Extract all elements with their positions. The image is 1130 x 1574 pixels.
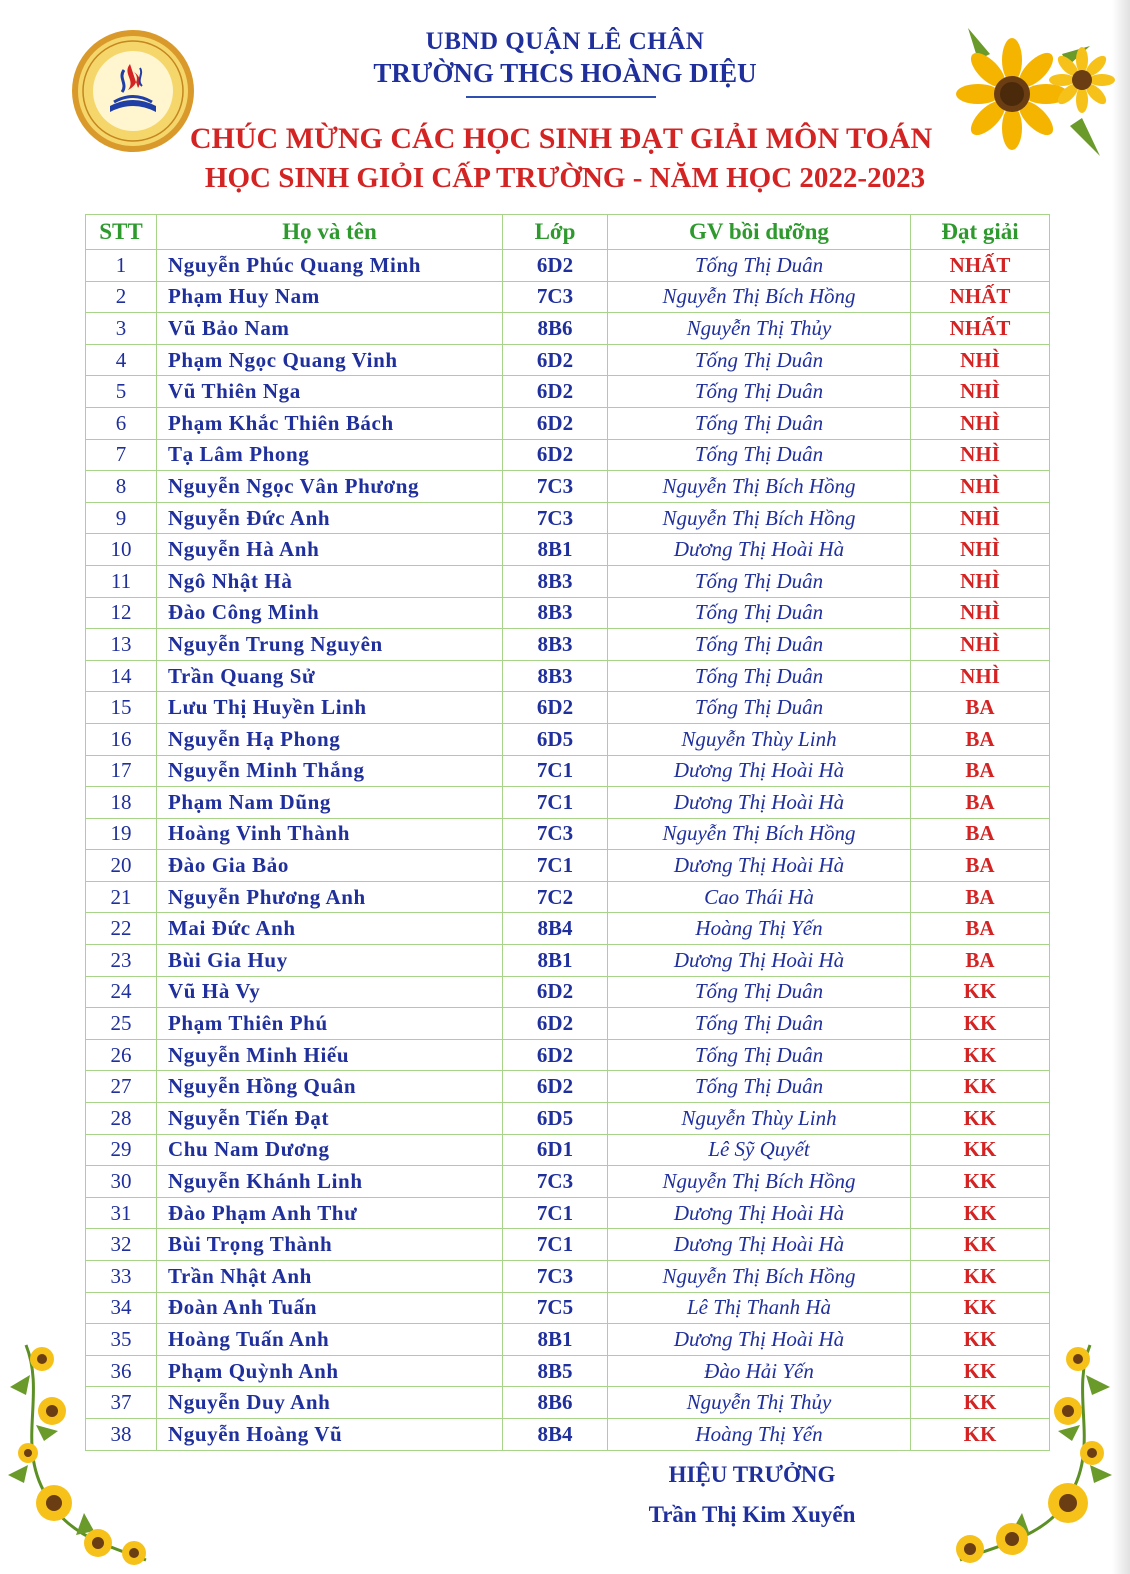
- cell-student-name: Đào Phạm Anh Thư: [157, 1197, 503, 1229]
- table-row: [86, 850, 1050, 882]
- table-row: [86, 945, 1050, 977]
- cell-award: BA: [911, 945, 1050, 977]
- cell-class: 8B6: [503, 1387, 608, 1419]
- cell-class: 6D1: [503, 1134, 608, 1166]
- cell-class: 8B3: [503, 660, 608, 692]
- cell-student-name: Nguyễn Phúc Quang Minh: [157, 250, 503, 282]
- sunflower-bouquet-icon: [950, 6, 1120, 176]
- cell-stt: 2: [86, 281, 157, 313]
- cell-student-name: Nguyễn Hà Anh: [157, 534, 503, 566]
- awards-table-body: [86, 250, 1050, 1451]
- cell-class: 6D5: [503, 723, 608, 755]
- cell-student-name: Nguyễn Phương Anh: [157, 881, 503, 913]
- cell-teacher: Nguyễn Thị Bích Hồng: [608, 1166, 911, 1198]
- table-row: [86, 376, 1050, 408]
- cell-stt: 17: [86, 755, 157, 787]
- cell-award: KK: [911, 976, 1050, 1008]
- table-row: [86, 565, 1050, 597]
- cell-award: NHẤT: [911, 313, 1050, 345]
- cell-student-name: Nguyễn Ngọc Vân Phương: [157, 471, 503, 503]
- cell-student-name: Nguyễn Minh Hiếu: [157, 1039, 503, 1071]
- table-row: [86, 755, 1050, 787]
- cell-student-name: Nguyễn Khánh Linh: [157, 1166, 503, 1198]
- cell-class: 7C1: [503, 787, 608, 819]
- table-row: [86, 250, 1050, 282]
- table-row: [86, 1103, 1050, 1135]
- table-row: [86, 1418, 1050, 1450]
- cell-class: 8B3: [503, 597, 608, 629]
- signature-name: Trần Thị Kim Xuyến: [648, 1502, 856, 1527]
- cell-stt: 19: [86, 818, 157, 850]
- cell-student-name: Phạm Thiên Phú: [157, 1008, 503, 1040]
- cell-student-name: Chu Nam Dương: [157, 1134, 503, 1166]
- table-row: [86, 1166, 1050, 1198]
- table-row: [86, 597, 1050, 629]
- cell-stt: 8: [86, 471, 157, 503]
- cell-student-name: Hoàng Tuấn Anh: [157, 1324, 503, 1356]
- cell-teacher: Lê Sỹ Quyết: [608, 1134, 911, 1166]
- table-header-row: [86, 215, 1050, 250]
- cell-teacher: Tống Thị Duân: [608, 344, 911, 376]
- cell-student-name: Hoàng Vinh Thành: [157, 818, 503, 850]
- cell-stt: 6: [86, 407, 157, 439]
- cell-student-name: Lưu Thị Huyền Linh: [157, 692, 503, 724]
- cell-class: 7C3: [503, 1261, 608, 1293]
- column-header-teacher: GV bồi dưỡng: [608, 215, 911, 250]
- signature-title: HIỆU TRƯỞNG: [668, 1462, 836, 1487]
- cell-award: NHÌ: [911, 376, 1050, 408]
- cell-award: BA: [911, 692, 1050, 724]
- cell-award: BA: [911, 787, 1050, 819]
- cell-class: 7C1: [503, 850, 608, 882]
- table-row: [86, 344, 1050, 376]
- school-name: TRƯỜNG THCS HOÀNG DIỆU: [373, 58, 757, 88]
- cell-stt: 36: [86, 1355, 157, 1387]
- cell-award: KK: [911, 1324, 1050, 1356]
- cell-stt: 37: [86, 1387, 157, 1419]
- cell-class: 7C5: [503, 1292, 608, 1324]
- cell-student-name: Tạ Lâm Phong: [157, 439, 503, 471]
- cell-teacher: Dương Thị Hoài Hà: [608, 1229, 911, 1261]
- cell-award: NHÌ: [911, 471, 1050, 503]
- cell-teacher: Dương Thị Hoài Hà: [608, 945, 911, 977]
- cell-stt: 14: [86, 660, 157, 692]
- cell-stt: 11: [86, 565, 157, 597]
- cell-teacher: Tống Thị Duân: [608, 597, 911, 629]
- cell-stt: 3: [86, 313, 157, 345]
- announcement-title: CHÚC MỪNG CÁC HỌC SINH ĐẠT GIẢI MÔN TOÁN: [189, 122, 933, 155]
- cell-student-name: Nguyễn Hồng Quân: [157, 1071, 503, 1103]
- cell-teacher: Dương Thị Hoài Hà: [608, 1197, 911, 1229]
- table-row: [86, 1008, 1050, 1040]
- table-row: [86, 660, 1050, 692]
- cell-stt: 23: [86, 945, 157, 977]
- cell-student-name: Nguyễn Minh Thắng: [157, 755, 503, 787]
- cell-class: 6D2: [503, 692, 608, 724]
- cell-award: KK: [911, 1071, 1050, 1103]
- cell-award: NHẤT: [911, 250, 1050, 282]
- awards-table: [85, 214, 1050, 1451]
- table-row: [86, 692, 1050, 724]
- cell-award: KK: [911, 1387, 1050, 1419]
- cell-award: NHÌ: [911, 407, 1050, 439]
- column-header-name: Họ và tên: [157, 215, 503, 250]
- cell-student-name: Đào Công Minh: [157, 597, 503, 629]
- cell-student-name: Phạm Khắc Thiên Bách: [157, 407, 503, 439]
- cell-student-name: Bùi Trọng Thành: [157, 1229, 503, 1261]
- cell-award: KK: [911, 1197, 1050, 1229]
- cell-teacher: Tống Thị Duân: [608, 660, 911, 692]
- cell-teacher: Nguyễn Thị Thủy: [608, 313, 911, 345]
- table-row: [86, 407, 1050, 439]
- sunflower-vine-icon: [6, 1335, 156, 1570]
- cell-teacher: Hoàng Thị Yến: [608, 1418, 911, 1450]
- cell-class: 8B1: [503, 534, 608, 566]
- cell-student-name: Nguyễn Duy Anh: [157, 1387, 503, 1419]
- cell-class: 7C1: [503, 755, 608, 787]
- cell-student-name: Đào Gia Bảo: [157, 850, 503, 882]
- cell-student-name: Mai Đức Anh: [157, 913, 503, 945]
- cell-class: 6D2: [503, 1039, 608, 1071]
- cell-award: NHẤT: [911, 281, 1050, 313]
- cell-student-name: Vũ Hà Vy: [157, 976, 503, 1008]
- announcement-subtitle: HỌC SINH GIỎI CẤP TRƯỜNG - NĂM HỌC 2022-2023: [204, 162, 926, 194]
- cell-class: 7C3: [503, 281, 608, 313]
- cell-stt: 26: [86, 1039, 157, 1071]
- cell-award: NHÌ: [911, 344, 1050, 376]
- cell-student-name: Nguyễn Trung Nguyên: [157, 629, 503, 661]
- cell-class: 7C2: [503, 881, 608, 913]
- cell-award: NHÌ: [911, 502, 1050, 534]
- cell-award: NHÌ: [911, 597, 1050, 629]
- cell-award: KK: [911, 1229, 1050, 1261]
- cell-stt: 1: [86, 250, 157, 282]
- cell-class: 7C3: [503, 502, 608, 534]
- cell-class: 8B6: [503, 313, 608, 345]
- table-row: [86, 1134, 1050, 1166]
- cell-stt: 30: [86, 1166, 157, 1198]
- cell-teacher: Tống Thị Duân: [608, 407, 911, 439]
- table-row: [86, 502, 1050, 534]
- cell-teacher: Dương Thị Hoài Hà: [608, 787, 911, 819]
- cell-stt: 29: [86, 1134, 157, 1166]
- cell-teacher: Tống Thị Duân: [608, 250, 911, 282]
- cell-award: NHÌ: [911, 565, 1050, 597]
- cell-stt: 27: [86, 1071, 157, 1103]
- cell-teacher: Tống Thị Duân: [608, 1008, 911, 1040]
- table-row: [86, 881, 1050, 913]
- cell-award: KK: [911, 1261, 1050, 1293]
- cell-teacher: Cao Thái Hà: [608, 881, 911, 913]
- cell-stt: 28: [86, 1103, 157, 1135]
- cell-student-name: Đoàn Anh Tuấn: [157, 1292, 503, 1324]
- cell-stt: 18: [86, 787, 157, 819]
- cell-teacher: Nguyễn Thị Thủy: [608, 1387, 911, 1419]
- table-row: [86, 629, 1050, 661]
- cell-stt: 22: [86, 913, 157, 945]
- cell-teacher: Nguyễn Thị Bích Hồng: [608, 502, 911, 534]
- cell-teacher: Nguyễn Thị Bích Hồng: [608, 281, 911, 313]
- cell-class: 7C1: [503, 1197, 608, 1229]
- cell-student-name: Nguyễn Đức Anh: [157, 502, 503, 534]
- cell-stt: 33: [86, 1261, 157, 1293]
- cell-stt: 38: [86, 1418, 157, 1450]
- cell-student-name: Ngô Nhật Hà: [157, 565, 503, 597]
- cell-class: 6D2: [503, 376, 608, 408]
- cell-award: BA: [911, 755, 1050, 787]
- cell-class: 8B3: [503, 565, 608, 597]
- table-row: [86, 818, 1050, 850]
- cell-stt: 32: [86, 1229, 157, 1261]
- cell-teacher: Nguyễn Thùy Linh: [608, 1103, 911, 1135]
- cell-teacher: Tống Thị Duân: [608, 376, 911, 408]
- cell-award: BA: [911, 818, 1050, 850]
- cell-student-name: Trần Quang Sử: [157, 660, 503, 692]
- table-row: [86, 1355, 1050, 1387]
- cell-stt: 5: [86, 376, 157, 408]
- cell-class: 6D2: [503, 439, 608, 471]
- cell-class: 6D2: [503, 976, 608, 1008]
- column-header-class: Lớp: [503, 215, 608, 250]
- cell-award: NHÌ: [911, 534, 1050, 566]
- table-row: [86, 534, 1050, 566]
- table-row: [86, 313, 1050, 345]
- cell-class: 6D2: [503, 407, 608, 439]
- cell-class: 7C3: [503, 818, 608, 850]
- cell-stt: 16: [86, 723, 157, 755]
- cell-teacher: Tống Thị Duân: [608, 976, 911, 1008]
- cell-teacher: Tống Thị Duân: [608, 692, 911, 724]
- cell-stt: 9: [86, 502, 157, 534]
- table-row: [86, 913, 1050, 945]
- cell-teacher: Tống Thị Duân: [608, 1039, 911, 1071]
- cell-stt: 25: [86, 1008, 157, 1040]
- cell-stt: 4: [86, 344, 157, 376]
- cell-stt: 31: [86, 1197, 157, 1229]
- cell-teacher: Dương Thị Hoài Hà: [608, 1324, 911, 1356]
- cell-class: 6D5: [503, 1103, 608, 1135]
- cell-award: KK: [911, 1134, 1050, 1166]
- cell-student-name: Phạm Ngọc Quang Vinh: [157, 344, 503, 376]
- cell-teacher: Nguyễn Thị Bích Hồng: [608, 1261, 911, 1293]
- cell-award: KK: [911, 1418, 1050, 1450]
- cell-teacher: Đào Hải Yến: [608, 1355, 911, 1387]
- cell-stt: 7: [86, 439, 157, 471]
- cell-stt: 34: [86, 1292, 157, 1324]
- cell-award: KK: [911, 1355, 1050, 1387]
- cell-award: NHÌ: [911, 660, 1050, 692]
- sunflower-vine-icon: [940, 1335, 1115, 1570]
- cell-teacher: Tống Thị Duân: [608, 629, 911, 661]
- cell-award: NHÌ: [911, 629, 1050, 661]
- column-header-stt: STT: [86, 215, 157, 250]
- cell-student-name: Phạm Huy Nam: [157, 281, 503, 313]
- cell-award: KK: [911, 1039, 1050, 1071]
- cell-class: 7C3: [503, 471, 608, 503]
- cell-student-name: Nguyễn Hạ Phong: [157, 723, 503, 755]
- cell-student-name: Vũ Thiên Nga: [157, 376, 503, 408]
- cell-award: KK: [911, 1103, 1050, 1135]
- cell-award: NHÌ: [911, 439, 1050, 471]
- cell-class: 7C1: [503, 1229, 608, 1261]
- cell-stt: 12: [86, 597, 157, 629]
- cell-teacher: Nguyễn Thị Bích Hồng: [608, 471, 911, 503]
- cell-stt: 21: [86, 881, 157, 913]
- cell-teacher: Nguyễn Thị Bích Hồng: [608, 818, 911, 850]
- cell-student-name: Vũ Bảo Nam: [157, 313, 503, 345]
- cell-class: 8B1: [503, 945, 608, 977]
- table-row: [86, 1071, 1050, 1103]
- table-row: [86, 1229, 1050, 1261]
- cell-class: 7C3: [503, 1166, 608, 1198]
- cell-stt: 35: [86, 1324, 157, 1356]
- table-row: [86, 1324, 1050, 1356]
- cell-class: 8B5: [503, 1355, 608, 1387]
- cell-student-name: Nguyễn Hoàng Vũ: [157, 1418, 503, 1450]
- table-row: [86, 1039, 1050, 1071]
- cell-class: 8B3: [503, 629, 608, 661]
- cell-teacher: Tống Thị Duân: [608, 1071, 911, 1103]
- table-row: [86, 471, 1050, 503]
- cell-stt: 13: [86, 629, 157, 661]
- table-row: [86, 281, 1050, 313]
- cell-teacher: Dương Thị Hoài Hà: [608, 534, 911, 566]
- cell-class: 6D2: [503, 1071, 608, 1103]
- table-row: [86, 1387, 1050, 1419]
- table-row: [86, 1292, 1050, 1324]
- table-row: [86, 976, 1050, 1008]
- cell-award: BA: [911, 850, 1050, 882]
- table-row: [86, 787, 1050, 819]
- cell-stt: 15: [86, 692, 157, 724]
- district-name: UBND QUẬN LÊ CHÂN: [425, 28, 705, 55]
- cell-teacher: Dương Thị Hoài Hà: [608, 755, 911, 787]
- cell-award: BA: [911, 913, 1050, 945]
- cell-student-name: Phạm Quỳnh Anh: [157, 1355, 503, 1387]
- table-row: [86, 1197, 1050, 1229]
- cell-class: 8B1: [503, 1324, 608, 1356]
- cell-award: BA: [911, 881, 1050, 913]
- cell-class: 8B4: [503, 913, 608, 945]
- cell-teacher: Dương Thị Hoài Hà: [608, 850, 911, 882]
- cell-stt: 20: [86, 850, 157, 882]
- cell-class: 6D2: [503, 250, 608, 282]
- cell-teacher: Hoàng Thị Yến: [608, 913, 911, 945]
- cell-teacher: Tống Thị Duân: [608, 565, 911, 597]
- cell-student-name: Trần Nhật Anh: [157, 1261, 503, 1293]
- cell-stt: 10: [86, 534, 157, 566]
- cell-award: KK: [911, 1166, 1050, 1198]
- cell-class: 8B4: [503, 1418, 608, 1450]
- table-row: [86, 439, 1050, 471]
- cell-stt: 24: [86, 976, 157, 1008]
- header-divider: [466, 96, 656, 98]
- cell-student-name: Nguyễn Tiến Đạt: [157, 1103, 503, 1135]
- cell-student-name: Bùi Gia Huy: [157, 945, 503, 977]
- cell-class: 6D2: [503, 344, 608, 376]
- cell-teacher: Tống Thị Duân: [608, 439, 911, 471]
- cell-student-name: Phạm Nam Dũng: [157, 787, 503, 819]
- cell-teacher: Nguyễn Thùy Linh: [608, 723, 911, 755]
- cell-class: 6D2: [503, 1008, 608, 1040]
- cell-award: BA: [911, 723, 1050, 755]
- table-row: [86, 1261, 1050, 1293]
- cell-teacher: Lê Thị Thanh Hà: [608, 1292, 911, 1324]
- column-header-award: Đạt giải: [911, 215, 1050, 250]
- cell-award: KK: [911, 1008, 1050, 1040]
- table-row: [86, 723, 1050, 755]
- cell-award: KK: [911, 1292, 1050, 1324]
